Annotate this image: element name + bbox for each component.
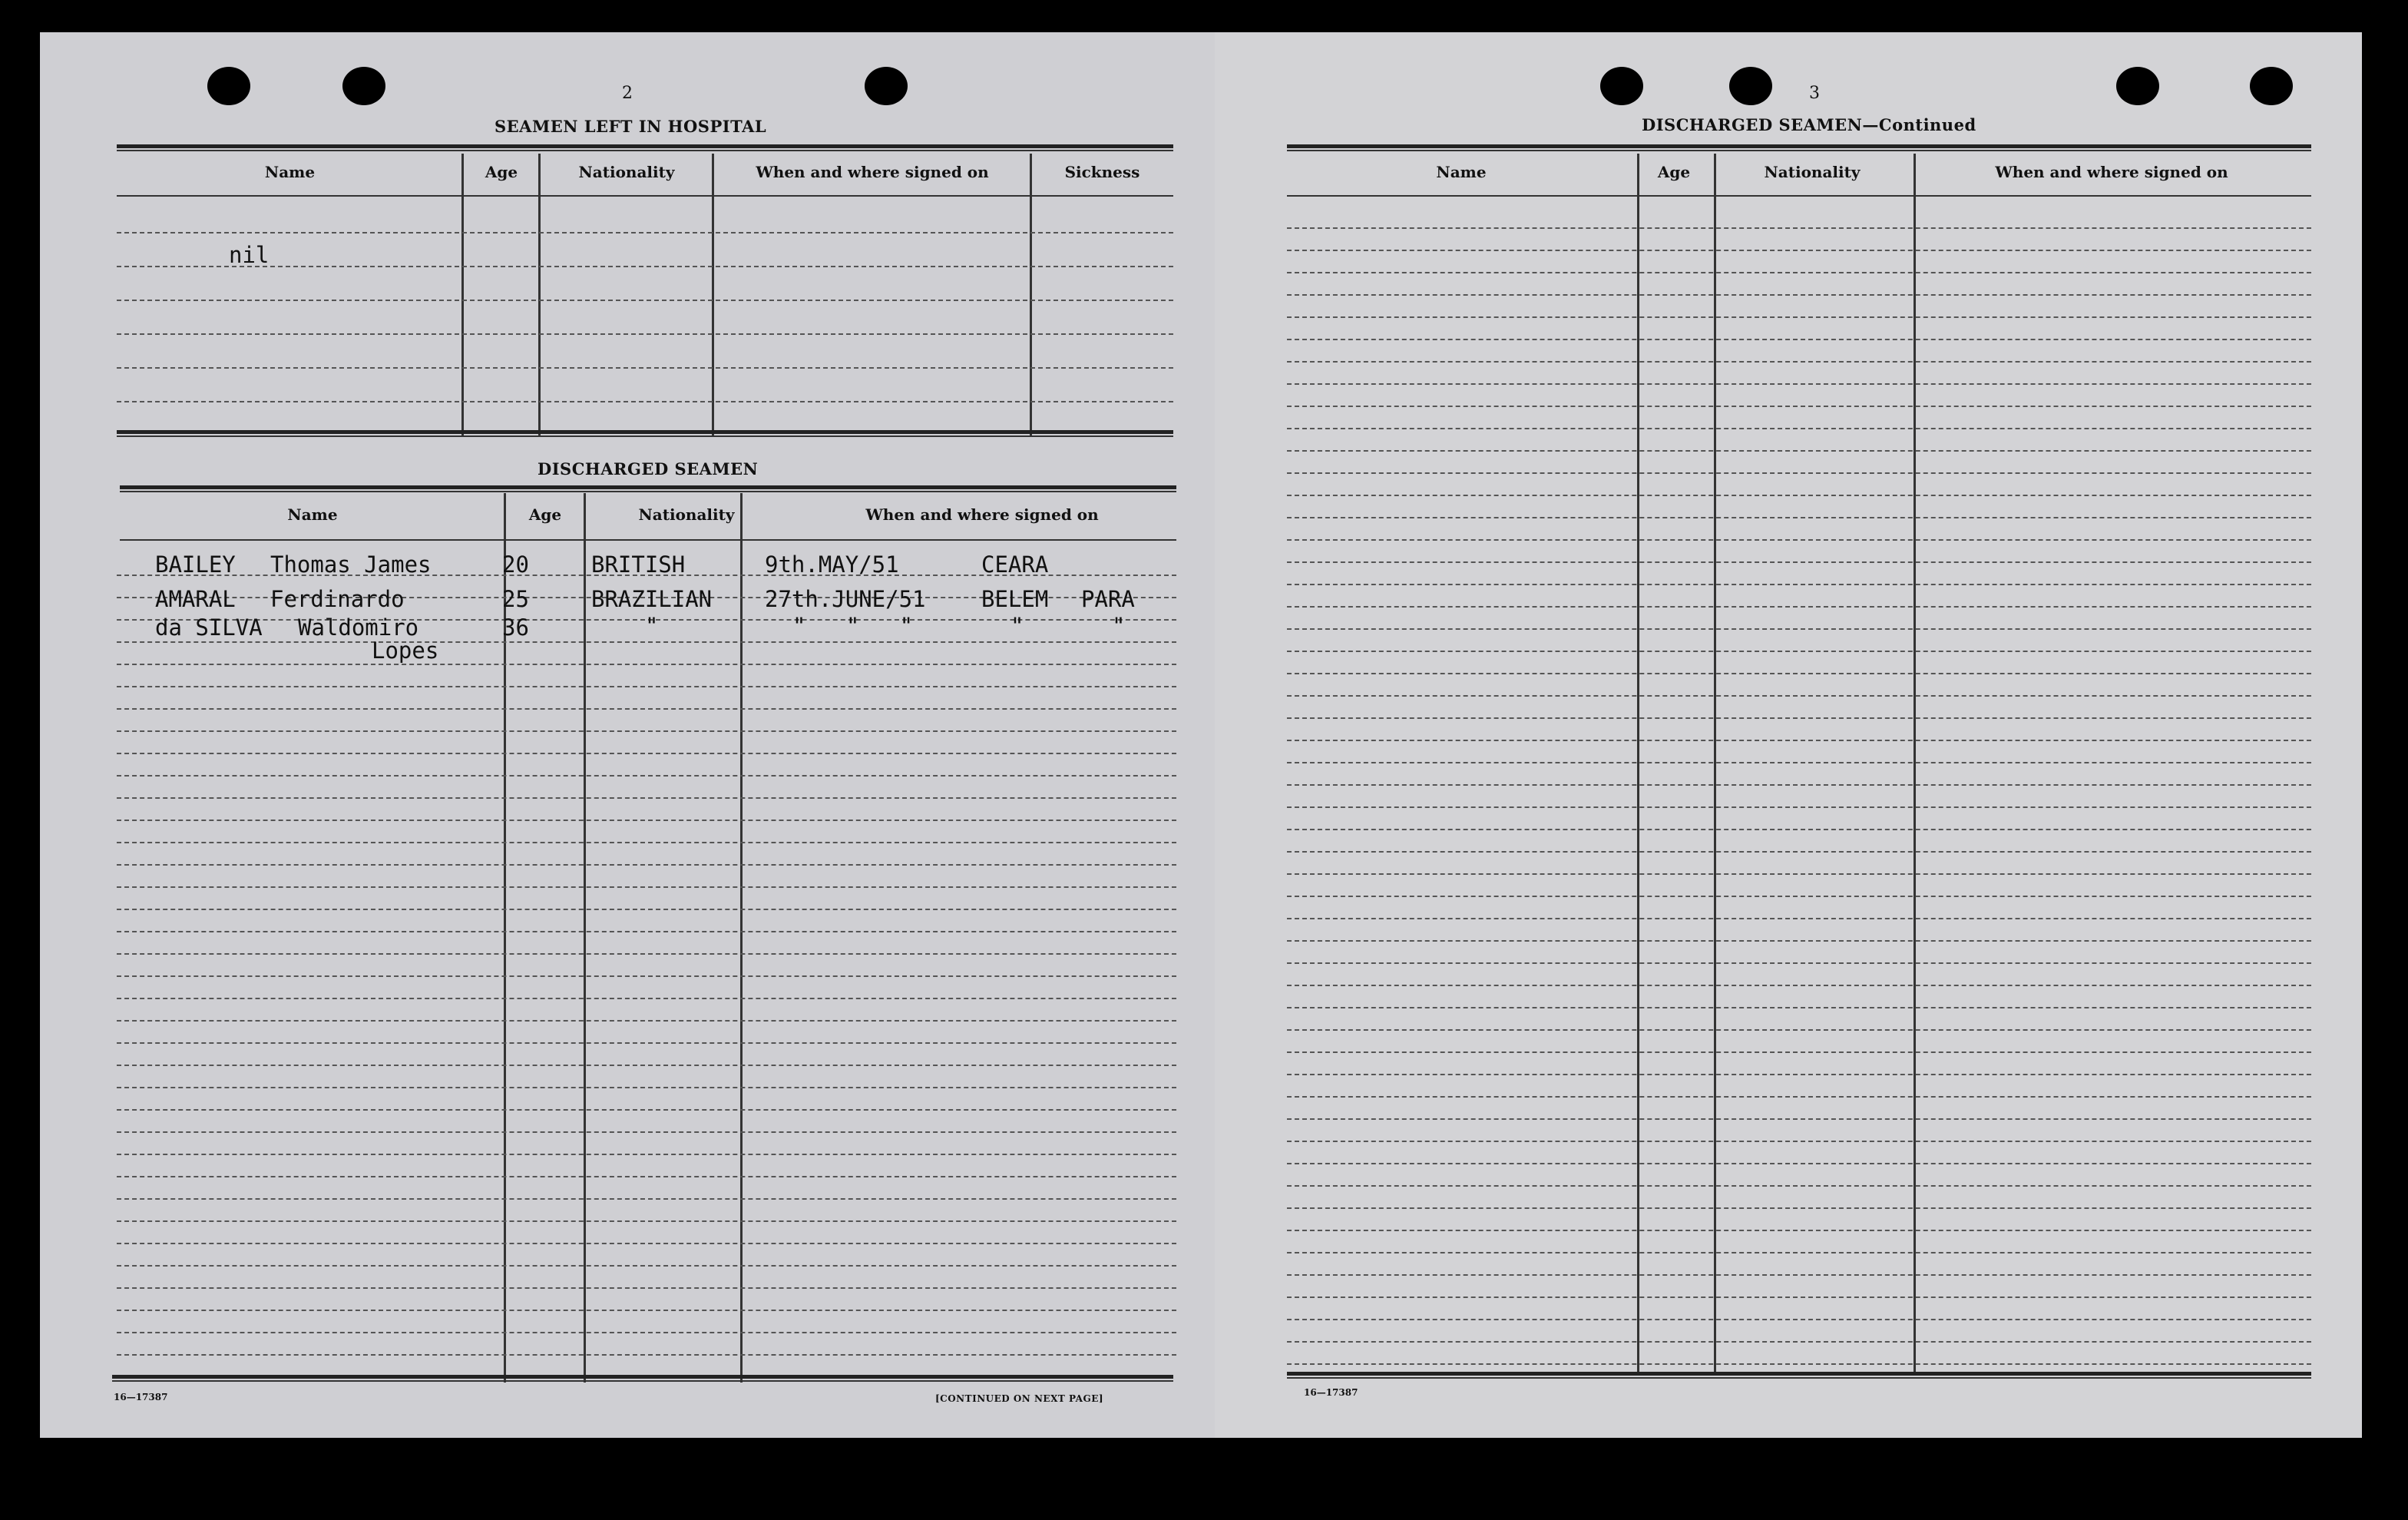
- row-line: [1287, 1319, 2311, 1320]
- punch-hole: [342, 67, 385, 105]
- discharged-continued-title: DISCHARGED SEAMEN—Continued: [1642, 115, 1976, 134]
- row-line: [117, 664, 1176, 665]
- row-line: [117, 998, 1176, 999]
- row-line: [117, 1042, 1176, 1044]
- bottom-rule: [1287, 1372, 2311, 1379]
- signed-on-place-detail: ": [1112, 613, 1126, 639]
- row-line: [117, 842, 1176, 843]
- signed-on-date: " " ": [792, 613, 914, 639]
- column-divider: [1030, 154, 1032, 436]
- signed-on-place: CEARA: [981, 551, 1049, 578]
- row-line: [117, 975, 1176, 977]
- row-line: [117, 864, 1176, 866]
- row-line: [1287, 272, 2311, 273]
- row-line: [1287, 294, 2311, 296]
- seaman-nationality: BRITISH: [591, 551, 686, 578]
- row-line: [117, 708, 1176, 710]
- row-line: [1287, 628, 2311, 630]
- discharged-section-title: DISCHARGED SEAMEN: [538, 459, 759, 479]
- row-line: [1287, 339, 2311, 340]
- col-header-name: Name: [264, 163, 316, 181]
- row-line: [1287, 450, 2311, 452]
- row-line: [1287, 1296, 2311, 1298]
- seaman-age: 36: [502, 614, 529, 641]
- bottom-rule: [117, 430, 1173, 437]
- row-line: [1287, 1185, 2311, 1187]
- row-line: [1287, 361, 2311, 363]
- seaman-nationality: BRAZILIAN: [591, 586, 713, 612]
- row-line: [1287, 406, 2311, 407]
- bottom-rule: [112, 1375, 1173, 1382]
- hospital-section-title: SEAMEN LEFT IN HOSPITAL: [495, 117, 767, 136]
- column-divider: [1714, 154, 1716, 1375]
- row-line: [1287, 673, 2311, 674]
- row-line: [1287, 1096, 2311, 1098]
- hospital-entry: nil: [229, 242, 270, 268]
- row-line: [1287, 985, 2311, 986]
- row-line: [1287, 717, 2311, 719]
- row-line: [117, 1265, 1176, 1267]
- row-line: [1287, 1252, 2311, 1253]
- seaman-given-name: Ferdinardo: [270, 586, 405, 612]
- col-header-name: Name: [287, 505, 338, 524]
- seaman-surname: da SILVA: [155, 614, 263, 641]
- row-line: [1287, 762, 2311, 763]
- row-line: [117, 1220, 1176, 1222]
- header-rule: [120, 539, 1176, 541]
- row-line: [1287, 250, 2311, 251]
- row-line: [1287, 1230, 2311, 1231]
- row-line: [117, 797, 1176, 799]
- column-divider: [712, 154, 714, 436]
- punch-hole: [1729, 67, 1772, 105]
- signed-on-place: ": [1011, 613, 1024, 639]
- seaman-age: 20: [502, 551, 529, 578]
- row-line: [1287, 1029, 2311, 1031]
- row-line: [1287, 1341, 2311, 1343]
- column-divider: [1637, 154, 1639, 1375]
- header-rule: [117, 195, 1173, 197]
- row-line: [117, 1020, 1176, 1022]
- row-line: [1287, 383, 2311, 385]
- row-line: [117, 1154, 1176, 1155]
- row-line: [117, 1332, 1176, 1333]
- seaman-nationality: ": [645, 613, 659, 639]
- seaman-age: 25: [502, 586, 529, 612]
- row-line: [1287, 316, 2311, 318]
- row-line: [117, 1243, 1176, 1244]
- row-line: [117, 886, 1176, 888]
- punch-hole: [865, 67, 908, 105]
- row-line: [117, 232, 1173, 233]
- row-line: [117, 909, 1176, 910]
- seaman-given-name: Thomas James: [270, 551, 432, 578]
- row-line: [117, 1131, 1176, 1133]
- left-page: [40, 32, 1215, 1438]
- page-number: 2: [622, 84, 633, 103]
- row-line: [117, 367, 1173, 369]
- row-line: [1287, 873, 2311, 875]
- row-line: [1287, 962, 2311, 964]
- row-line: [117, 1354, 1176, 1356]
- punch-hole: [2250, 67, 2293, 105]
- row-line: [117, 333, 1173, 335]
- signed-on-date: 9th.MAY/51: [765, 551, 899, 578]
- form-number: 16—17387: [1304, 1387, 1358, 1398]
- col-header-sickness: Sickness: [1064, 163, 1140, 181]
- continued-note: [CONTINUED ON NEXT PAGE]: [935, 1393, 1104, 1404]
- row-line: [1287, 651, 2311, 652]
- column-divider: [538, 154, 541, 436]
- row-line: [117, 730, 1176, 732]
- row-line: [1287, 1363, 2311, 1365]
- row-line: [1287, 1141, 2311, 1142]
- col-header-age: Age: [1657, 163, 1691, 181]
- col-header-when-where: When and where signed on: [756, 163, 989, 181]
- row-line: [1287, 1007, 2311, 1008]
- row-line: [117, 1087, 1176, 1088]
- punch-hole: [2116, 67, 2159, 105]
- top-rule: [120, 485, 1176, 492]
- column-divider: [1914, 154, 1916, 1375]
- col-header-when-where: When and where signed on: [1995, 163, 2228, 181]
- row-line: [1287, 495, 2311, 496]
- row-line: [1287, 740, 2311, 741]
- col-header-when-where: When and where signed on: [865, 505, 1099, 524]
- col-header-age: Age: [528, 505, 562, 524]
- row-line: [117, 641, 1176, 643]
- col-header-age: Age: [485, 163, 518, 181]
- punch-hole: [207, 67, 250, 105]
- row-line: [117, 266, 1173, 267]
- signed-on-place-detail: PARA: [1081, 586, 1135, 612]
- col-header-nationality: Nationality: [578, 163, 675, 181]
- row-line: [1287, 561, 2311, 563]
- row-line: [1287, 851, 2311, 853]
- row-line: [117, 686, 1176, 687]
- row-line: [1287, 829, 2311, 830]
- row-line: [117, 401, 1173, 402]
- row-line: [1287, 1051, 2311, 1053]
- row-line: [117, 300, 1173, 301]
- col-header-name: Name: [1436, 163, 1487, 181]
- signed-on-place: BELEM: [981, 586, 1049, 612]
- row-line: [1287, 472, 2311, 474]
- row-line: [1287, 539, 2311, 541]
- form-number: 16—17387: [114, 1392, 168, 1402]
- seaman-surname: AMARAL: [155, 586, 236, 612]
- row-line: [1287, 1207, 2311, 1209]
- seaman-given-name: Waldomiro: [298, 614, 419, 641]
- row-line: [117, 953, 1176, 955]
- right-page: [1215, 32, 2362, 1438]
- row-line: [117, 1310, 1176, 1311]
- row-line: [1287, 1074, 2311, 1075]
- row-line: [1287, 584, 2311, 585]
- row-line: [117, 775, 1176, 777]
- column-divider: [461, 154, 464, 436]
- row-line: [1287, 428, 2311, 429]
- row-line: [117, 1176, 1176, 1177]
- row-line: [117, 1198, 1176, 1200]
- row-line: [1287, 918, 2311, 919]
- row-line: [1287, 1118, 2311, 1120]
- row-line: [1287, 784, 2311, 786]
- top-rule: [1287, 144, 2311, 151]
- header-rule: [1287, 195, 2311, 197]
- col-header-nationality: Nationality: [638, 505, 735, 524]
- row-line: [1287, 517, 2311, 518]
- row-line: [117, 1287, 1176, 1289]
- top-rule: [117, 144, 1173, 151]
- row-line: [1287, 1163, 2311, 1164]
- row-line: [1287, 940, 2311, 942]
- row-line: [117, 931, 1176, 932]
- row-line: [117, 1109, 1176, 1111]
- row-line: [117, 753, 1176, 754]
- row-line: [117, 820, 1176, 821]
- col-header-nationality: Nationality: [1764, 163, 1861, 181]
- row-line: [1287, 695, 2311, 697]
- column-divider: [584, 493, 586, 1383]
- row-line: [1287, 1274, 2311, 1276]
- row-line: [1287, 227, 2311, 229]
- column-divider: [740, 493, 743, 1383]
- row-line: [1287, 896, 2311, 897]
- punch-hole: [1600, 67, 1643, 105]
- page-number: 3: [1809, 84, 1820, 103]
- seaman-surname: BAILEY: [155, 551, 236, 578]
- signed-on-date: 27th.JUNE/51: [765, 586, 926, 612]
- row-line: [1287, 606, 2311, 608]
- seaman-name-continuation: Lopes: [372, 637, 439, 664]
- row-line: [117, 1065, 1176, 1066]
- row-line: [1287, 806, 2311, 808]
